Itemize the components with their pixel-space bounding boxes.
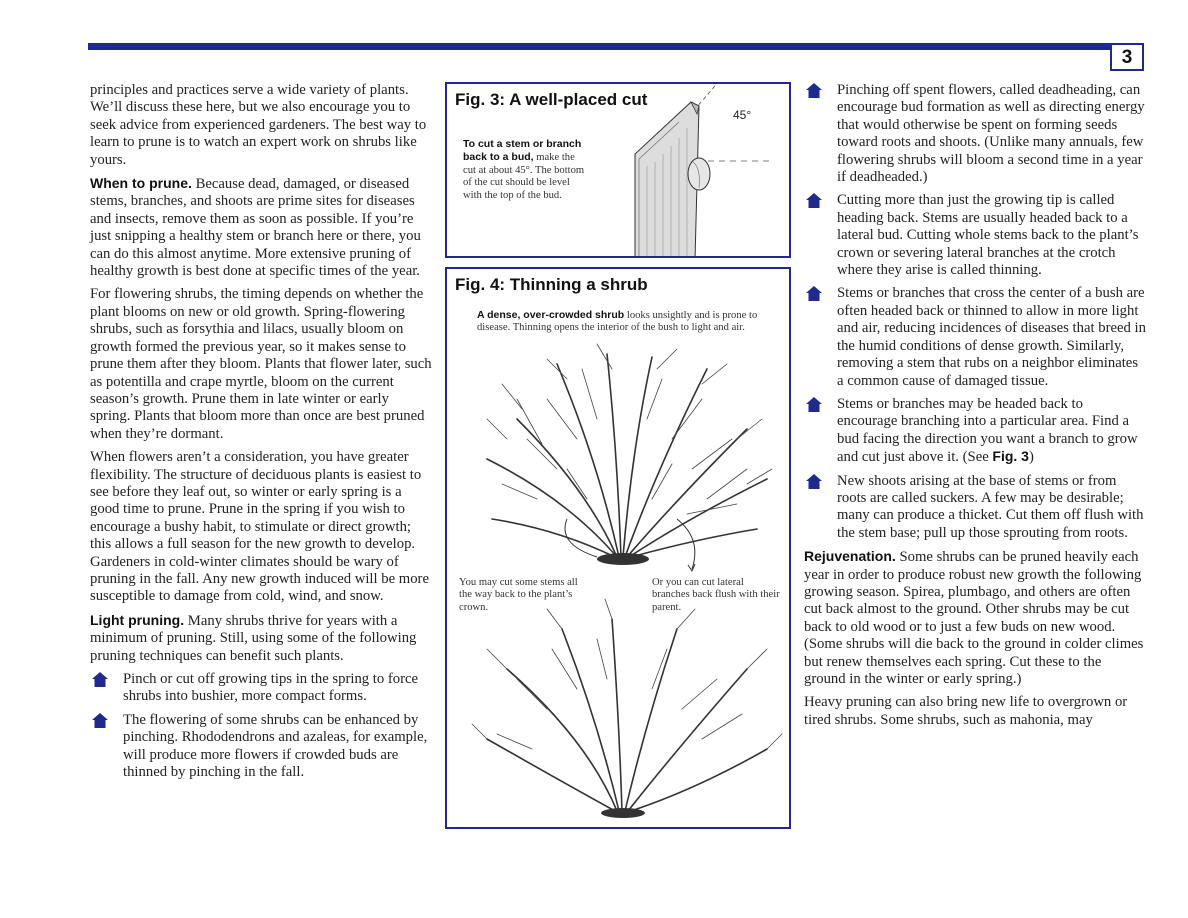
dense-shrub-drawing — [487, 354, 767, 557]
house-bullet-icon — [806, 474, 822, 489]
flexibility-paragraph: When flowers aren’t a consideration, you have greater flexibility. The structure of deciduous plants is easiest to see before they leaf out, so winter or early spring is a good time to prune. Prune in the spring if you wish to encourage a bushy habit, to stimulate or direct growth; this allows a full season for the new growth to develop. Gardeners in cold-winter climates should be wary of pruning in the fall. Any new growth induced will be more susceptible to damage from cold, wind, and snow. — [90, 449, 429, 605]
figure-4-caption-text: looks unsightly and is prone to disease. Thinning opens the interior of the bush to light and air. — [477, 310, 758, 334]
stem-cut-illustration — [447, 84, 791, 258]
figure-4-title: Fig. 4: Thinning a shrub — [455, 275, 648, 294]
shrub-illustrations — [447, 269, 791, 829]
light-pruning-heading: Light pruning. — [90, 611, 185, 628]
bullet-text: Pinch or cut off growing tips in the spring to force shrubs into bushier, more compact forms. — [123, 671, 419, 705]
when-to-prune-heading: When to prune. — [90, 175, 192, 192]
bullet-text: Stems or branches that cross the center of a bush are often headed back or thinned to allow in more light and air, reducing incidences of diseases that breed in the humid conditions of dense growth. Similarly, removing a stem that rubs on a neighbor eliminates a common cause of damaged tissue. — [837, 285, 1146, 389]
bullet-text: The flowering of some shrubs can be enhanced by pinching. Rhododendrons and azaleas, for example, will produce more flowers if crowded buds are thinned by pinching in the fall. — [123, 711, 428, 781]
list-item — [90, 671, 433, 706]
bullet-text: New shoots arising at the base of stems or from roots are called suckers. A few may be desirable; many can produce a thicket. Cut them off flush with the stem base; pull up those sprouting from roots. — [837, 472, 1144, 541]
page-number: 3 — [1110, 43, 1144, 71]
flowering-paragraph: For flowering shrubs, the timing depends on whether the plant blooms on new or old growth. Spring-flowering shrubs, such as forsythia and lilacs, usually bloom on growth formed the previous year, so it makes sense to prune them after they bloom. Plants that flower later, such as potentilla and crape myrtle, bloom on the current season’s growth. Prune them in late winter or early spring. Plants that bloom more than once are best pruned when they’re dormant. — [90, 286, 432, 442]
figure-3-caption-head: To cut a stem or branch back to a bud, — [463, 138, 582, 164]
heavy-pruning-paragraph: Heavy pruning can also bring new life to overgrown or tired shrubs. Some shrubs, such as mahonia, may — [804, 694, 1128, 728]
header-rule — [88, 43, 1110, 50]
thinned-shrub-drawing — [487, 619, 767, 811]
column-left — [90, 82, 433, 787]
light-pruning-text: Many shrubs thrive for years with a minimum of pruning. Still, using some of the following pruning techniques can benefit such plants. — [90, 612, 417, 664]
list-item — [804, 473, 1146, 543]
column-right — [804, 82, 1146, 735]
house-bullet-icon — [806, 193, 822, 208]
rejuvenation-heading: Rejuvenation. — [804, 548, 896, 565]
bullet-text: Cutting more than just the growing tip is called heading back. Stems are usually headed back to a lateral bud. Cutting whole stems back to the plant’s crown or severing lateral branches at the crotch where they arise is called thinning. — [837, 192, 1139, 279]
bullet-text: Pinching off spent flowers, called deadheading, can encourage bud formation as well as directing energy that would otherwise be spent on forming seeds toward roots and shoots. (Unlike many annuals, few flowering shrubs will bloom a second time in a year if deadheaded.) — [837, 82, 1145, 186]
bullet-text-end: ) — [1028, 449, 1034, 466]
rejuvenation-paragraph — [804, 548, 1146, 688]
right-cut-note: Or you can cut lateral branches back flush with their parent. — [652, 577, 780, 613]
figure-4-caption-head: A dense, over-crowded shrub — [477, 309, 625, 321]
list-item — [90, 712, 433, 782]
when-to-prune-paragraph — [90, 175, 433, 280]
intro-paragraph: principles and practices serve a wide variety of plants. We’ll discuss these here, but we also encourage you to seek advice from experienced gardeners. The best way to learn to prune is to watch an expert work on shrubs like yours. — [90, 82, 427, 168]
figure-reference: Fig. 3 — [992, 448, 1029, 465]
light-pruning-paragraph — [90, 612, 433, 665]
figure-3-caption-text: make the cut at about 45°. The bottom of the cut should be level with the top of the bud. — [463, 152, 585, 201]
house-bullet-icon — [806, 83, 822, 98]
list-item — [804, 82, 1146, 186]
house-bullet-icon — [92, 713, 108, 728]
figure-4-box — [445, 267, 791, 829]
figure-3-box — [445, 82, 791, 258]
bullet-text: Stems or branches may be headed back to encourage branching into a particular area. Find a bud facing the direction you want a branch to grow and cut just above it. (See — [837, 395, 1138, 466]
when-to-prune-text: Because dead, damaged, or diseased stems, branches, and shoots are prime sites for diseases and insects, remove them as soon as possible. If you’re just snipping a healthy stem or branch here or there, you can do this almost anytime. More extensive pruning of healthy growth is best done at specific times of the year. — [90, 176, 421, 280]
house-bullet-icon — [92, 672, 108, 687]
house-bullet-icon — [806, 286, 822, 301]
list-item — [804, 285, 1146, 389]
left-cut-note: You may cut some stems all the way back to the plant’s crown. — [459, 577, 578, 613]
list-item — [804, 192, 1146, 279]
figure-3-title: Fig. 3: A well-placed cut — [455, 90, 648, 109]
angle-label: 45° — [733, 108, 752, 122]
rejuvenation-text: Some shrubs can be pruned heavily each year in order to produce robust new growth the following growing season. Spirea, plumbago, and others are often cut back almost to the ground. Other shrubs may be cut back to old wood or to just a few buds on new wood. (Some shrubs will die back to the ground in colder climes but renew themselves each spring. Cut these to the ground in the winter or early spring.) — [804, 549, 1144, 687]
house-bullet-icon — [806, 397, 822, 412]
list-item — [804, 396, 1146, 467]
